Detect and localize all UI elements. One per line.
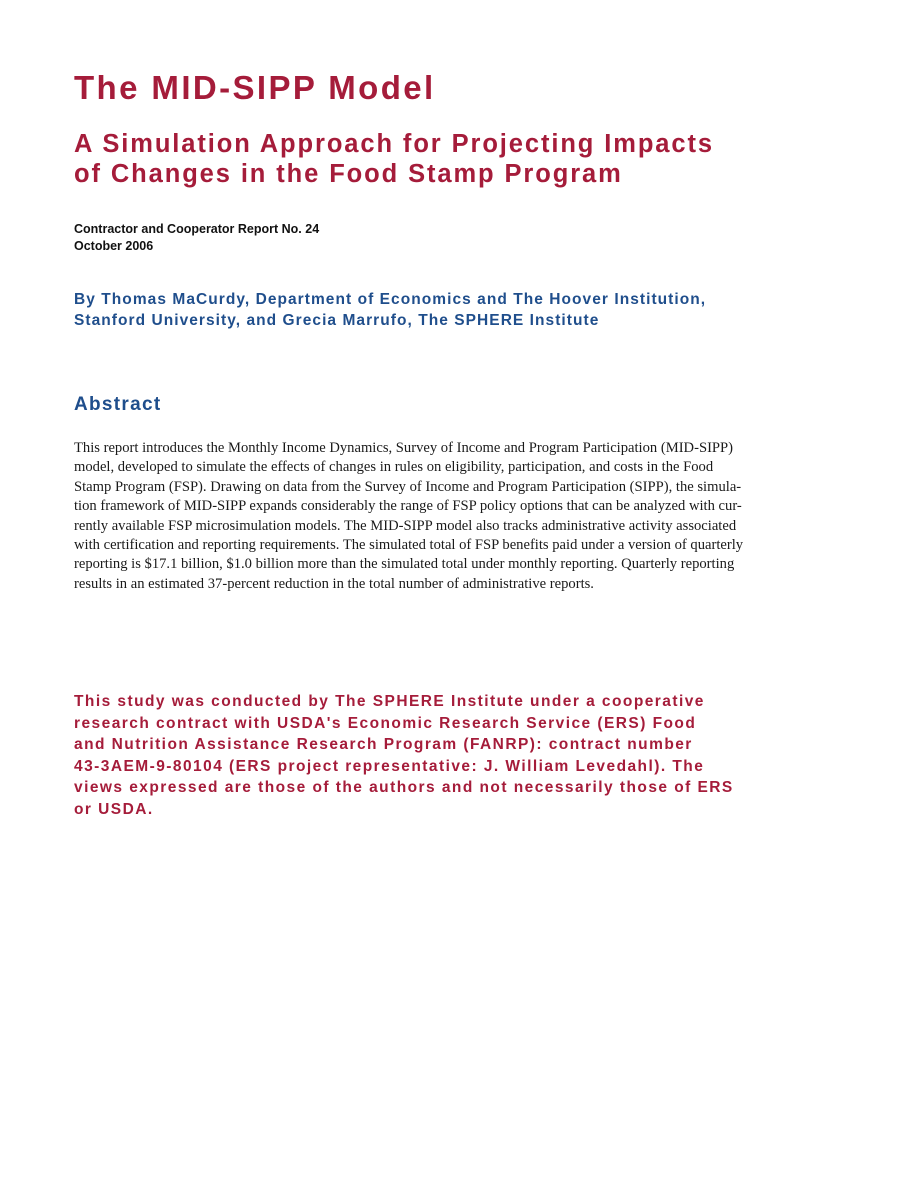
disclaimer-line: and Nutrition Assistance Research Program (FANRP): contract number xyxy=(74,736,693,753)
abstract-heading: Abstract xyxy=(74,394,162,415)
abstract-line: This report introduces the Monthly Income Dynamics, Survey of Income and Program Participation (MID-SIPP) xyxy=(74,440,734,456)
abstract-line: Stamp Program (FSP). Drawing on data from the Survey of Income and Program Participation (SIPP), the simula- xyxy=(74,478,742,495)
author-line: Stanford University, and Grecia Marrufo, The SPHERE Institute xyxy=(74,312,600,329)
disclaimer-line: or USDA. xyxy=(74,800,154,818)
report-number: Contractor and Cooperator Report No. 24 xyxy=(74,222,320,236)
abstract-line: model, developed to simulate the effects of changes in rules on eligibility, participation, and costs in the Food xyxy=(74,459,714,476)
author-credits xyxy=(74,289,706,331)
disclaimer-line: views expressed are those of the authors and not necessarily those of ERS xyxy=(74,779,734,796)
disclaimer-line: This study was conducted by The SPHERE Institute under a cooperative xyxy=(74,693,705,710)
disclaimer-line: 43-3AEM-9-80104 (ERS project representative: J. William Levedahl). The xyxy=(74,757,705,775)
abstract-line: rently available FSP microsimulation models. The MID-SIPP model also tracks administrative activity associated xyxy=(74,517,737,534)
abstract-line: results in an estimated 37-percent reduction in the total number of administrative reports. xyxy=(74,575,594,592)
report-meta xyxy=(74,221,319,255)
abstract-line: with certification and reporting requirements. The simulated total of FSP benefits paid under a version of quarterly xyxy=(74,537,744,554)
document-subtitle xyxy=(74,129,714,189)
disclaimer-line: research contract with USDA's Economic Research Service (ERS) Food xyxy=(74,714,697,732)
abstract-line: tion framework of MID-SIPP expands considerably the range of FSP policy options that can be analyzed with cur- xyxy=(74,498,742,515)
subtitle-line: A Simulation Approach for Projecting Impacts xyxy=(74,130,714,158)
document-title: The MID-SIPP Model xyxy=(74,69,436,106)
subtitle-line: of Changes in the Food Stamp Program xyxy=(74,160,623,188)
report-date: October 2006 xyxy=(74,239,154,253)
abstract-line: reporting is $17.1 billion, $1.0 billion more than the simulated total under monthly reporting. Quarterly reporting xyxy=(74,556,735,573)
author-line: By Thomas MaCurdy, Department of Economics and The Hoover Institution, xyxy=(74,291,707,308)
disclaimer-note xyxy=(74,691,734,820)
abstract-body xyxy=(74,439,743,594)
